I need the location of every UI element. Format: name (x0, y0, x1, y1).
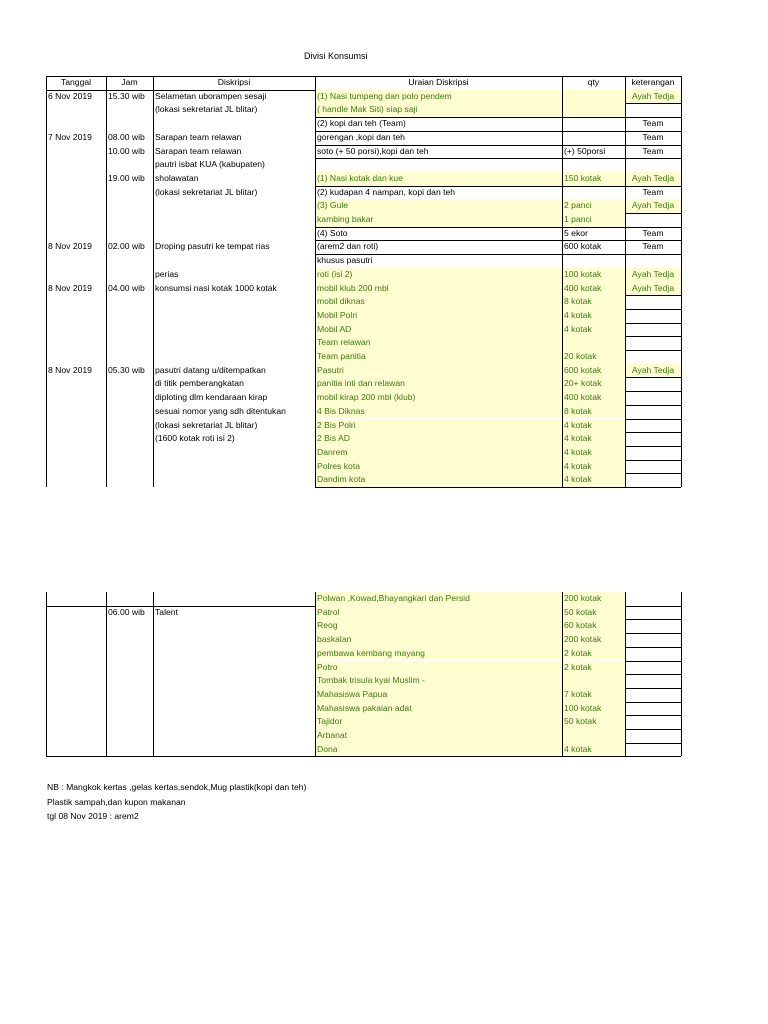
table1-cell-diskripsi: pautri isbat KUA (kabupaten) (155, 159, 265, 170)
table2-cell-ket (625, 633, 681, 647)
table1-cell-jam (106, 158, 153, 172)
table1-cell-jam (106, 227, 153, 241)
table2-cell-tanggal (46, 661, 106, 675)
table2-cell-qty: 200 kotak (562, 592, 625, 606)
table1-cell-tanggal (46, 103, 106, 117)
table1-cell-diskripsi (153, 350, 315, 364)
table1-cell-ket (625, 213, 681, 227)
table2-cell-tanggal (46, 592, 106, 606)
table1-cell-uraian: Polres kota (315, 460, 562, 474)
table1-cell-ket (625, 323, 681, 337)
table1-cell-ket: Ayah Tedja (625, 282, 681, 296)
table1-cell-uraian: mobil klub 200 mbl (315, 282, 562, 296)
table1-cell-qty: 20+ kotak (562, 377, 625, 391)
table1-cell-tanggal: 6 Nov 2019 (48, 90, 92, 101)
table1-cell-ket (625, 103, 681, 117)
table2-cell-diskripsi (153, 702, 315, 716)
table1-cell-tanggal: 8 Nov 2019 (48, 364, 92, 375)
table1-cell-jam (106, 350, 153, 364)
table1-cell-uraian: Mobil AD (315, 323, 562, 337)
table1-cell-jam (106, 213, 153, 227)
table1-col-border (46, 76, 47, 487)
table1-cell-uraian: 4 Bis Diknas (315, 405, 562, 419)
table1-cell-qty: 8 kotak (562, 405, 625, 419)
table1-cell-tanggal (46, 158, 106, 172)
table1-cell-qty: 600 kotak (562, 364, 625, 378)
table1-cell-uraian (315, 158, 562, 172)
table2-cell-jam (106, 619, 153, 633)
table1-cell-diskripsi: sesuai nomor yang sdh ditentukan (155, 405, 286, 416)
table1-cell-qty (562, 158, 625, 172)
table2-cell-ket (625, 592, 681, 606)
table1-cell-uraian: khusus pasutri (317, 255, 373, 266)
table1-cell-qty: 4 kotak (562, 309, 625, 323)
table1-cell-qty: 2 panci (562, 199, 625, 213)
table1-cell-tanggal (46, 186, 106, 200)
table1-cell-diskripsi (153, 254, 315, 268)
table2-cell-jam (106, 702, 153, 716)
table2-col-border (46, 592, 47, 756)
table1-cell-jam: 19.00 wib (108, 172, 145, 183)
table2-cell-tanggal (46, 633, 106, 647)
table2-cell-ket (625, 729, 681, 743)
table2-cell-tanggal (46, 619, 106, 633)
table1-cell-jam (106, 419, 153, 433)
table2-cell-qty: 50 kotak (562, 606, 625, 620)
table1-cell-tanggal: 8 Nov 2019 (48, 282, 92, 293)
table2-cell-ket (625, 743, 681, 757)
table1-cell-tanggal (46, 172, 106, 186)
table1-cell-tanggal (46, 419, 106, 433)
table1-top-border (46, 76, 681, 77)
table1-cell-jam (106, 405, 153, 419)
table1-cell-ket (625, 158, 681, 172)
table1-cell-diskripsi (153, 213, 315, 227)
table1-cell-qty: 4 kotak (562, 419, 625, 433)
table1-cell-jam (106, 186, 153, 200)
table1-cell-diskripsi: perias (155, 268, 179, 279)
table1-cell-ket: Team (642, 227, 664, 238)
table1-cell-jam (106, 473, 153, 487)
table1-cell-ket: Team (642, 118, 664, 129)
table1-cell-ket: Team (642, 241, 664, 252)
table1-cell-tanggal (46, 117, 106, 131)
table1-cell-tanggal (46, 460, 106, 474)
table1-cell-uraian: 2 Bis Polri (315, 419, 562, 433)
table1-cell-ket (625, 295, 681, 309)
table1-cell-qty: 4 kotak (562, 323, 625, 337)
table1-cell-ket: Ayah Tedja (625, 90, 681, 104)
table1-cell-tanggal (46, 446, 106, 460)
table1-cell-qty: 400 kotak (562, 391, 625, 405)
table1-cell-ket: Ayah Tedja (625, 268, 681, 282)
table1-cell-qty: 100 kotak (562, 268, 625, 282)
table1-cell-ket (625, 309, 681, 323)
table1-cell-ket (625, 419, 681, 433)
table2-cell-ket (625, 688, 681, 702)
table1-cell-diskripsi (153, 446, 315, 460)
table1-cell-diskripsi (153, 199, 315, 213)
table1-cell-tanggal (46, 432, 106, 446)
table2-col-border (562, 592, 563, 756)
table2-cell-jam (106, 743, 153, 757)
table1-cell-tanggal (46, 295, 106, 309)
table2-cell-diskripsi (153, 743, 315, 757)
table1-cell-ket (625, 254, 681, 268)
table2-cell-uraian: Arbanat (315, 729, 562, 743)
table1-cell-uraian: (2) kopi dan teh (Team) (317, 118, 406, 129)
table1-cell-ket (625, 377, 681, 391)
table2-cell-ket (625, 702, 681, 716)
table1-cell-diskripsi (153, 117, 315, 131)
table1-cell-jam (106, 323, 153, 337)
table1-cell-jam: 02.00 wib (108, 241, 145, 252)
table1-cell-diskripsi: Sarapan team relawan (155, 131, 242, 142)
table2-col-border (153, 592, 154, 756)
table1-cell-tanggal (46, 336, 106, 350)
table1-cell-jam (106, 460, 153, 474)
table1-cell-tanggal (46, 145, 106, 159)
table1-cell-ket (625, 391, 681, 405)
table1-cell-diskripsi: Sarapan team relawan (155, 145, 242, 156)
table2-cell-jam (106, 661, 153, 675)
table1-cell-jam (106, 432, 153, 446)
table1-cell-qty: 150 kotak (562, 172, 625, 186)
table1-cell-diskripsi: sholawatan (155, 172, 199, 183)
table1-cell-jam (106, 446, 153, 460)
table1-cell-qty (562, 90, 625, 104)
table2-cell-tanggal (46, 688, 106, 702)
table1-cell-uraian: (2) kudapan 4 nampan, kopi dan teh (317, 186, 456, 197)
table2-cell-ket (625, 661, 681, 675)
table1-cell-qty: 400 kotak (562, 282, 625, 296)
table1-cell-qty (562, 103, 625, 117)
table2-cell-uraian: pembawa kembang mayang (315, 647, 562, 661)
table1-cell-jam (106, 254, 153, 268)
table1-cell-qty (562, 186, 625, 200)
table2-cell-uraian: Polwan ,Kowad,Bhayangkari dan Persid (315, 592, 562, 606)
table1-cell-tanggal (46, 405, 106, 419)
table1-cell-qty: 4 kotak (562, 432, 625, 446)
table1-cell-ket: Team (642, 186, 664, 197)
table1-cell-diskripsi (153, 295, 315, 309)
table2-cell-ket (625, 715, 681, 729)
table1-cell-jam: 04.00 wib (108, 282, 145, 293)
table2-cell-diskripsi (153, 619, 315, 633)
table2-cell-qty: 2 kotak (562, 661, 625, 675)
table1-cell-jam (106, 377, 153, 391)
table1-cell-diskripsi (153, 309, 315, 323)
table2-cell-ket (625, 674, 681, 688)
table2-cell-tanggal (46, 606, 106, 620)
table2-cell-uraian: Mahasiswa pakaian adat (315, 702, 562, 716)
table1-cell-diskripsi: (lokasi sekretariat JL blitar) (155, 104, 258, 115)
table2-cell-uraian: Dona (315, 743, 562, 757)
table1-cell-qty (562, 117, 625, 131)
table1-cell-jam (106, 103, 153, 117)
table1-col-border (106, 76, 107, 487)
table1-cell-uraian: Dandim kota (315, 473, 562, 487)
table1-cell-jam (106, 309, 153, 323)
table1-cell-ket (625, 446, 681, 460)
table1-col-border (562, 76, 563, 487)
table1-cell-ket: Ayah Tedja (625, 364, 681, 378)
header-tanggal: Tanggal (60, 77, 92, 87)
table2-cell-jam (106, 715, 153, 729)
table1-cell-tanggal (46, 227, 106, 241)
table1-cell-jam: 15.30 wib (108, 90, 145, 101)
table1-cell-uraian: roti (isi 2) (315, 268, 562, 282)
table1-cell-uraian: mobil kirap 200 mbl (klub) (315, 391, 562, 405)
table1-cell-ket: Team (642, 145, 664, 156)
table1-cell-diskripsi: diploting dlm kendaraan kirap (155, 392, 268, 403)
table2-cell-diskripsi (153, 674, 315, 688)
table1-cell-uraian: (arem2 dan roti) (317, 241, 379, 252)
table1-cell-uraian: panitia inti dan relawan (315, 377, 562, 391)
table2-cell-uraian: Tombak trisula kyai Muslim - (315, 674, 562, 688)
table2-cell-qty: 100 kotak (562, 702, 625, 716)
table1-cell-uraian: ( handle Mak Siti) siap saji (315, 103, 562, 117)
table2-cell-tanggal (46, 729, 106, 743)
table2-col-border (625, 592, 626, 756)
header-jam: Jam (121, 77, 138, 87)
table1-cell-diskripsi (153, 227, 315, 241)
table1-cell-qty: 8 kotak (562, 295, 625, 309)
header-ket: keterangan (631, 77, 675, 87)
table1-cell-uraian: Team panitia (315, 350, 562, 364)
table2-col-border (106, 592, 107, 756)
table2-cell-tanggal (46, 715, 106, 729)
page-title: Divisi Konsumsi (304, 51, 368, 61)
table1-cell-uraian: (1) Nasi tumpeng dan polo pendem (315, 90, 562, 104)
table2-cell-uraian: Reog (315, 619, 562, 633)
table1-cell-qty (562, 336, 625, 350)
table1-cell-diskripsi (153, 460, 315, 474)
table2-cell-qty: 2 kotak (562, 647, 625, 661)
table1-cell-qty: 600 kotak (564, 241, 602, 252)
table2-cell-jam (106, 688, 153, 702)
table1-cell-tanggal (46, 350, 106, 364)
table1-cell-ket (625, 473, 681, 487)
note-line-2: Plastik sampah,dan kupon makanan (47, 797, 186, 807)
table1-cell-diskripsi: konsumsi nasi kotak 1000 kotak (155, 282, 277, 293)
table1-cell-ket: Ayah Tedja (625, 172, 681, 186)
table1-cell-ket (625, 432, 681, 446)
table1-cell-uraian: (4) Soto (317, 227, 348, 238)
table2-cell-jam (106, 729, 153, 743)
table2-cell-qty: 4 kotak (562, 743, 625, 757)
table2-cell-diskripsi (153, 633, 315, 647)
table1-cell-jam (106, 391, 153, 405)
table2-cell-uraian: Patrol (315, 606, 562, 620)
table2-cell-qty: 60 kotak (562, 619, 625, 633)
table2-cell-jam (106, 674, 153, 688)
table1-cell-qty: 4 kotak (562, 473, 625, 487)
note-line-3: tgl 08 Nov 2019 : arem2 (47, 811, 139, 821)
table1-cell-uraian: soto (+ 50 porsi),kopi dan teh (317, 145, 429, 156)
table2-bottom-border (46, 756, 681, 757)
table1-cell-diskripsi: Selametan uborampen sesaji (155, 90, 267, 101)
table2-cell-diskripsi (153, 688, 315, 702)
table2-cell-ket (625, 619, 681, 633)
table2-cell-jam: 06.00 wib (108, 606, 145, 617)
table2-cell-uraian: Tajidor (315, 715, 562, 729)
table2-cell-jam (106, 592, 153, 606)
table1-cell-tanggal (46, 199, 106, 213)
table1-cell-tanggal (46, 309, 106, 323)
header-qty: qty (587, 77, 600, 87)
table1-cell-uraian: Pasutri (315, 364, 562, 378)
table1-cell-tanggal: 8 Nov 2019 (48, 241, 92, 252)
table2-cell-tanggal (46, 647, 106, 661)
table1-cell-tanggal (46, 268, 106, 282)
table2-cell-tanggal (46, 674, 106, 688)
table2-col-border (681, 592, 682, 756)
note-line-1: NB : Mangkok kertas ,gelas kertas,sendok,Mug plastik(kopi dan teh) (47, 782, 307, 792)
table2-cell-qty: 200 kotak (562, 633, 625, 647)
table1-cell-diskripsi: (1600 kotak roti isi 2) (155, 433, 235, 444)
table2-cell-diskripsi: Talent (155, 606, 178, 617)
table2-cell-jam (106, 633, 153, 647)
table1-cell-qty (562, 254, 625, 268)
table1-cell-ket (625, 405, 681, 419)
table1-cell-diskripsi (153, 473, 315, 487)
table2-cell-tanggal (46, 743, 106, 757)
table1-cell-tanggal (46, 254, 106, 268)
table1-cell-tanggal (46, 213, 106, 227)
table1-cell-ket (625, 350, 681, 364)
table2-cell-ket (625, 647, 681, 661)
table1-cell-qty: 4 kotak (562, 446, 625, 460)
table1-cell-jam (106, 336, 153, 350)
table1-row-border (315, 487, 681, 488)
header-uraian: Uraian Diskripsi (408, 77, 469, 87)
table2-cell-qty (562, 729, 625, 743)
table2-cell-uraian: Mahasiswa Papua (315, 688, 562, 702)
table1-cell-uraian: (1) Nasi kotak dan kue (315, 172, 562, 186)
table1-cell-jam (106, 199, 153, 213)
table1-cell-uraian: Mobil Polri (315, 309, 562, 323)
table2-first-row-border (46, 606, 315, 607)
table1-cell-jam: 10.00 wib (108, 145, 145, 156)
table1-cell-qty: 1 panci (562, 213, 625, 227)
table1-cell-ket: Ayah Tedja (625, 199, 681, 213)
table1-cell-jam: 05.30 wib (108, 364, 145, 375)
table1-col-border (315, 76, 316, 487)
table1-cell-jam: 08.00 wib (108, 131, 145, 142)
table1-cell-tanggal (46, 323, 106, 337)
table1-cell-qty: 4 kotak (562, 460, 625, 474)
table1-col-border (153, 76, 154, 487)
table2-cell-qty: 7 kotak (562, 688, 625, 702)
table2-cell-ket (625, 606, 681, 620)
table2-cell-uraian: baskalan (315, 633, 562, 647)
table2-cell-diskripsi (153, 661, 315, 675)
table1-cell-jam (106, 268, 153, 282)
table1-cell-uraian: gorengan ,kopi dan teh (317, 131, 405, 142)
table2-col-border (315, 592, 316, 756)
table1-cell-uraian: 2 Bis AD (315, 432, 562, 446)
header-diskripsi: Diskripsi (217, 77, 251, 87)
table1-cell-ket (625, 460, 681, 474)
table1-cell-uraian: Danrem (315, 446, 562, 460)
table1-cell-tanggal (46, 473, 106, 487)
table2-cell-qty: 50 kotak (562, 715, 625, 729)
table1-col-border (681, 76, 682, 487)
table1-cell-qty: 5 ekor (564, 227, 588, 238)
table2-cell-jam (106, 647, 153, 661)
table1-cell-uraian: (3) Gule (315, 199, 562, 213)
table1-cell-qty (562, 131, 625, 145)
table2-cell-diskripsi (153, 715, 315, 729)
table1-cell-diskripsi: (lokasi sekretariat JL blitar) (155, 186, 258, 197)
table1-cell-tanggal (46, 391, 106, 405)
table2-cell-diskripsi (153, 729, 315, 743)
table1-cell-diskripsi: Droping pasutri ke tempat rias (155, 241, 270, 252)
table2-cell-diskripsi (153, 592, 315, 606)
table1-cell-qty: 20 kotak (562, 350, 625, 364)
table1-col-border (625, 76, 626, 487)
table1-cell-qty: (+) 50porsi (564, 145, 606, 156)
table1-cell-ket: Team (642, 131, 664, 142)
table2-cell-qty (562, 674, 625, 688)
table1-cell-diskripsi: di titik pemberangkatan (155, 378, 244, 389)
table1-cell-uraian: Team relawan (315, 336, 562, 350)
table1-cell-diskripsi: pasutri datang u/ditempatkan (155, 364, 266, 375)
table1-cell-diskripsi: (lokasi sekretariat JL blitar) (155, 419, 258, 430)
table1-cell-ket (625, 336, 681, 350)
table1-cell-uraian: kambing bakar (315, 213, 562, 227)
table1-cell-jam (106, 295, 153, 309)
table1-cell-diskripsi (153, 323, 315, 337)
table1-cell-jam (106, 117, 153, 131)
table2-cell-tanggal (46, 702, 106, 716)
table1-cell-uraian: mobil diknas (315, 295, 562, 309)
table2-cell-uraian: Potro (315, 661, 562, 675)
table1-cell-diskripsi (153, 336, 315, 350)
table2-cell-diskripsi (153, 647, 315, 661)
table1-cell-tanggal (46, 377, 106, 391)
table1-cell-tanggal: 7 Nov 2019 (48, 131, 92, 142)
